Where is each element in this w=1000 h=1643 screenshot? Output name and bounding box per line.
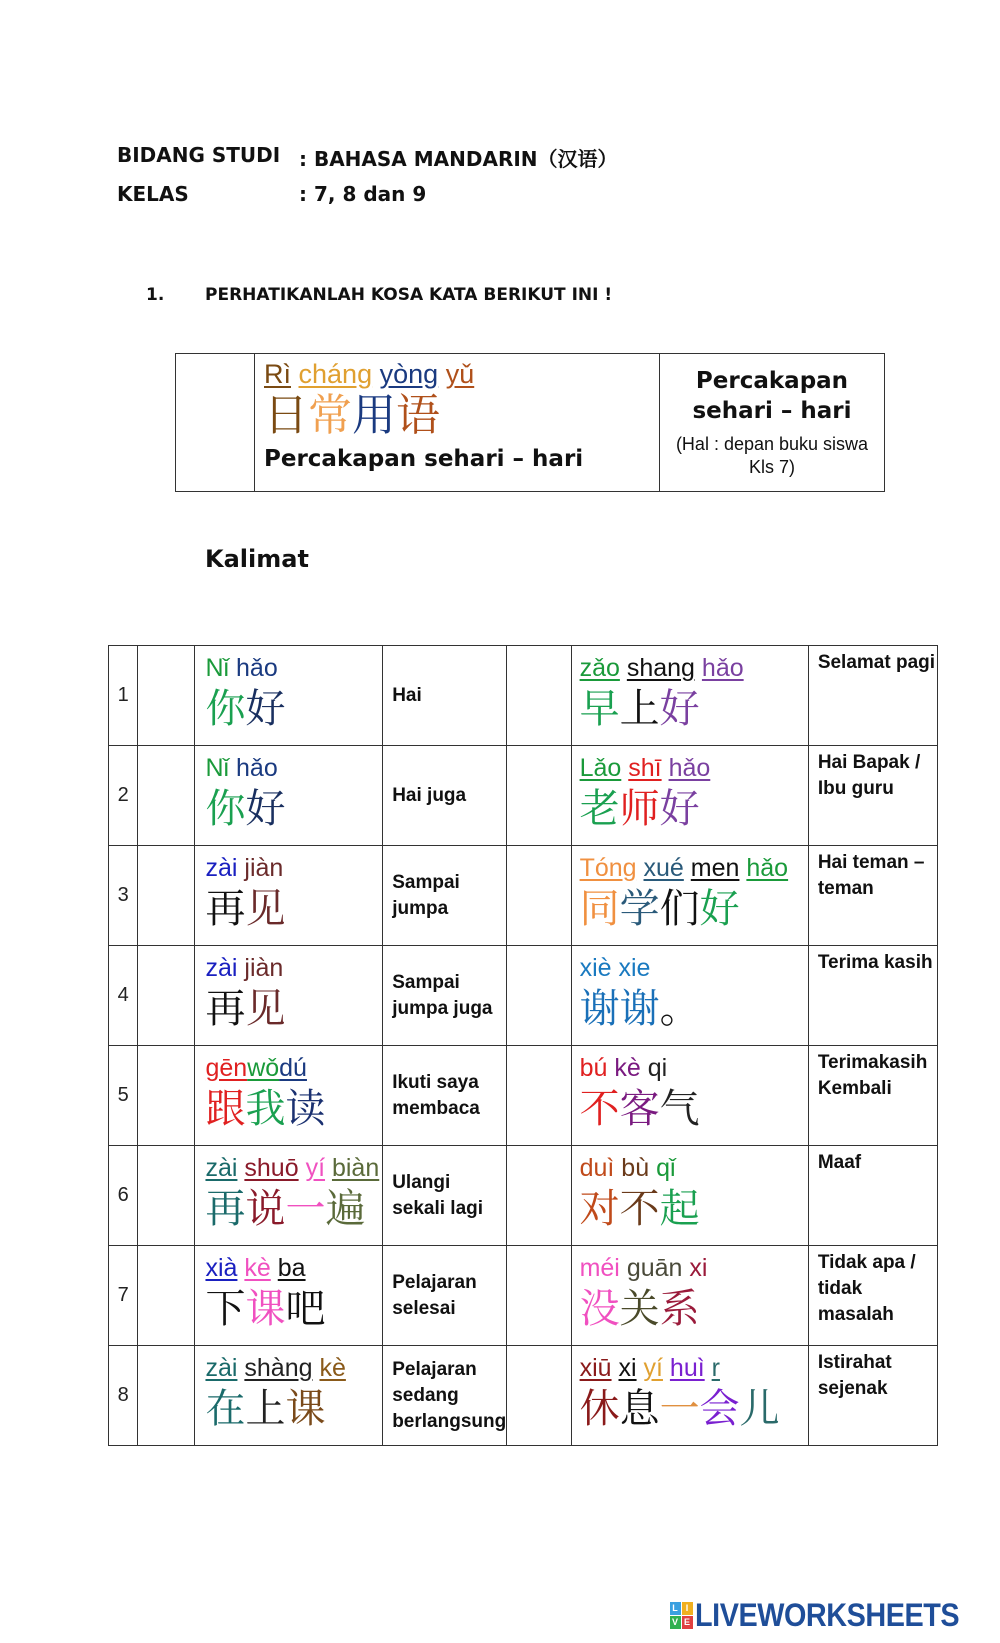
pinyin-left: zài shuō yí biàn [205, 1154, 380, 1182]
topic-title-1: Percakapan [695, 368, 849, 394]
instruction-text: PERHATIKANLAH KOSA KATA BERIKUT INI ! [205, 285, 613, 305]
pinyin-left: Nǐ hǎo [205, 754, 278, 782]
meaning-right: Hai teman – teman [808, 846, 937, 946]
meaning-left: Pelajaran selesai [383, 1246, 507, 1346]
pinyin-left: gēnwǒdú [205, 1054, 307, 1082]
phrase-cell-left [195, 1246, 383, 1346]
vocab-row [109, 946, 938, 1046]
empty-cell [138, 1346, 195, 1446]
meaning-left: Sampai jumpa juga [383, 946, 507, 1046]
pinyin-left: zài shàng kè [205, 1354, 346, 1382]
vocab-row [109, 1346, 938, 1446]
phrase-cell-right [571, 746, 808, 846]
logo-mark-letter: L [670, 1602, 681, 1615]
vocab-row [109, 1046, 938, 1146]
subject-value: : BAHASA MANDARIN（汉语） [299, 147, 618, 171]
hanzi-right: 老师好 [579, 786, 700, 832]
empty-cell [507, 1346, 571, 1446]
empty-cell [138, 646, 195, 746]
pinyin-left: Nǐ hǎo [205, 654, 278, 682]
topic-title-2: sehari – hari [692, 398, 852, 424]
logo-mark-letter: V [670, 1616, 681, 1629]
class-label: KELAS [117, 182, 189, 206]
topic-meaning: Percakapan sehari – hari [264, 446, 584, 472]
phrase-cell-right [571, 1346, 808, 1446]
hanzi-right: 谢谢。 [579, 986, 700, 1032]
pinyin-left: xià kè ba [205, 1254, 306, 1282]
pinyin-right: méi guān xi [579, 1254, 708, 1282]
meaning-right: Terimakasih Kembali [808, 1046, 937, 1146]
pinyin-right: zǎo shang hǎo [579, 654, 744, 682]
hanzi-left: 再见 [205, 886, 286, 932]
hanzi-left: 再说一遍 [205, 1186, 366, 1232]
empty-cell [138, 1146, 195, 1246]
phrase-cell-left [195, 746, 383, 846]
subject-label: BIDANG STUDI [117, 143, 281, 167]
hanzi-right: 休息一会儿 [579, 1386, 780, 1432]
empty-cell [507, 646, 571, 746]
hanzi-left: 在上课 [205, 1386, 326, 1432]
logo-mark-letter: E [682, 1616, 693, 1629]
instruction-number: 1. [146, 285, 165, 305]
hanzi-right: 没关系 [579, 1286, 700, 1332]
row-number: 3 [109, 846, 138, 946]
phrase-cell-left [195, 646, 383, 746]
logo-text: LIVEWORKSHEETS [694, 1597, 959, 1633]
meaning-left: Hai [383, 646, 507, 746]
meaning-left: Pelajaran sedang berlangsung [383, 1346, 507, 1446]
phrase-cell-left [195, 1346, 383, 1446]
hanzi-left: 再见 [205, 986, 286, 1032]
empty-cell [138, 1046, 195, 1146]
vocab-row [109, 746, 938, 846]
empty-cell [507, 1146, 571, 1246]
meaning-left: Ikuti saya membaca [383, 1046, 507, 1146]
phrase-cell-right [571, 846, 808, 946]
topic-note-1: (Hal : depan buku siswa [675, 434, 869, 454]
hanzi-right: 对不起 [579, 1186, 700, 1232]
vocab-row [109, 1246, 938, 1346]
class-value: : 7, 8 dan 9 [299, 182, 427, 206]
phrase-cell-right [571, 1246, 808, 1346]
empty-cell [138, 846, 195, 946]
empty-cell [507, 1246, 571, 1346]
empty-cell [507, 746, 571, 846]
empty-cell [138, 1246, 195, 1346]
topic-hanzi: 日常用语 [264, 390, 440, 441]
topic-table [175, 353, 885, 492]
row-number: 1 [109, 646, 138, 746]
phrase-cell-right [571, 646, 808, 746]
meaning-right: Istirahat sejenak [808, 1346, 937, 1446]
topic-side-cell [660, 354, 885, 492]
empty-cell [138, 746, 195, 846]
row-number: 5 [109, 1046, 138, 1146]
pinyin-right: duì bù qǐ [579, 1154, 676, 1182]
header-subject [117, 143, 917, 169]
empty-cell [138, 946, 195, 1046]
row-number: 7 [109, 1246, 138, 1346]
section-title: Kalimat [205, 545, 309, 573]
phrase-cell-right [571, 1046, 808, 1146]
pinyin-right: bú kè qi [579, 1054, 668, 1082]
pinyin-right: xiè xie [579, 954, 651, 982]
hanzi-left: 你好 [205, 686, 286, 732]
hanzi-left: 你好 [205, 786, 286, 832]
meaning-right: Hai Bapak / Ibu guru [808, 746, 937, 846]
topic-empty-cell [176, 354, 255, 492]
row-number: 4 [109, 946, 138, 1046]
vocab-table [108, 645, 938, 1446]
hanzi-right: 早上好 [579, 686, 700, 732]
liveworksheets-logo [670, 1597, 988, 1634]
hanzi-left: 下课吧 [205, 1286, 326, 1332]
phrase-cell-left [195, 1146, 383, 1246]
meaning-left: Sampai jumpa [383, 846, 507, 946]
hanzi-right: 不客气 [579, 1086, 700, 1132]
row-number: 6 [109, 1146, 138, 1246]
logo-mark-letter: I [682, 1602, 693, 1615]
hanzi-left: 跟我读 [205, 1086, 326, 1132]
row-number: 8 [109, 1346, 138, 1446]
meaning-right: Selamat pagi [808, 646, 937, 746]
phrase-cell-left [195, 1046, 383, 1146]
vocab-row [109, 846, 938, 946]
phrase-cell-left [195, 846, 383, 946]
vocab-row [109, 1146, 938, 1246]
pinyin-right: Tóng xué men hǎo [579, 854, 789, 882]
hanzi-right: 同学们好 [579, 886, 740, 932]
meaning-right: Tidak apa / tidak masalah [808, 1246, 937, 1346]
empty-cell [507, 1046, 571, 1146]
topic-pinyin: Rì cháng yòng yǔ [264, 359, 475, 389]
meaning-right: Maaf [808, 1146, 937, 1246]
meaning-left: Ulangi sekali lagi [383, 1146, 507, 1246]
pinyin-right: xiū xi yí huì r [579, 1354, 720, 1382]
phrase-cell-right [571, 946, 808, 1046]
phrase-cell-left [195, 946, 383, 1046]
pinyin-left: zài jiàn [205, 954, 284, 982]
header-class [117, 182, 917, 208]
empty-cell [507, 846, 571, 946]
logo-mark-icon [670, 1602, 693, 1629]
pinyin-left: zài jiàn [205, 854, 284, 882]
meaning-right: Terima kasih [808, 946, 937, 1046]
topic-main-cell [255, 354, 660, 492]
topic-note-2: Kls 7) [748, 457, 795, 477]
empty-cell [507, 946, 571, 1046]
phrase-cell-right [571, 1146, 808, 1246]
row-number: 2 [109, 746, 138, 846]
meaning-left: Hai juga [383, 746, 507, 846]
pinyin-right: Lǎo shī hǎo [579, 754, 711, 782]
vocab-row [109, 646, 938, 746]
